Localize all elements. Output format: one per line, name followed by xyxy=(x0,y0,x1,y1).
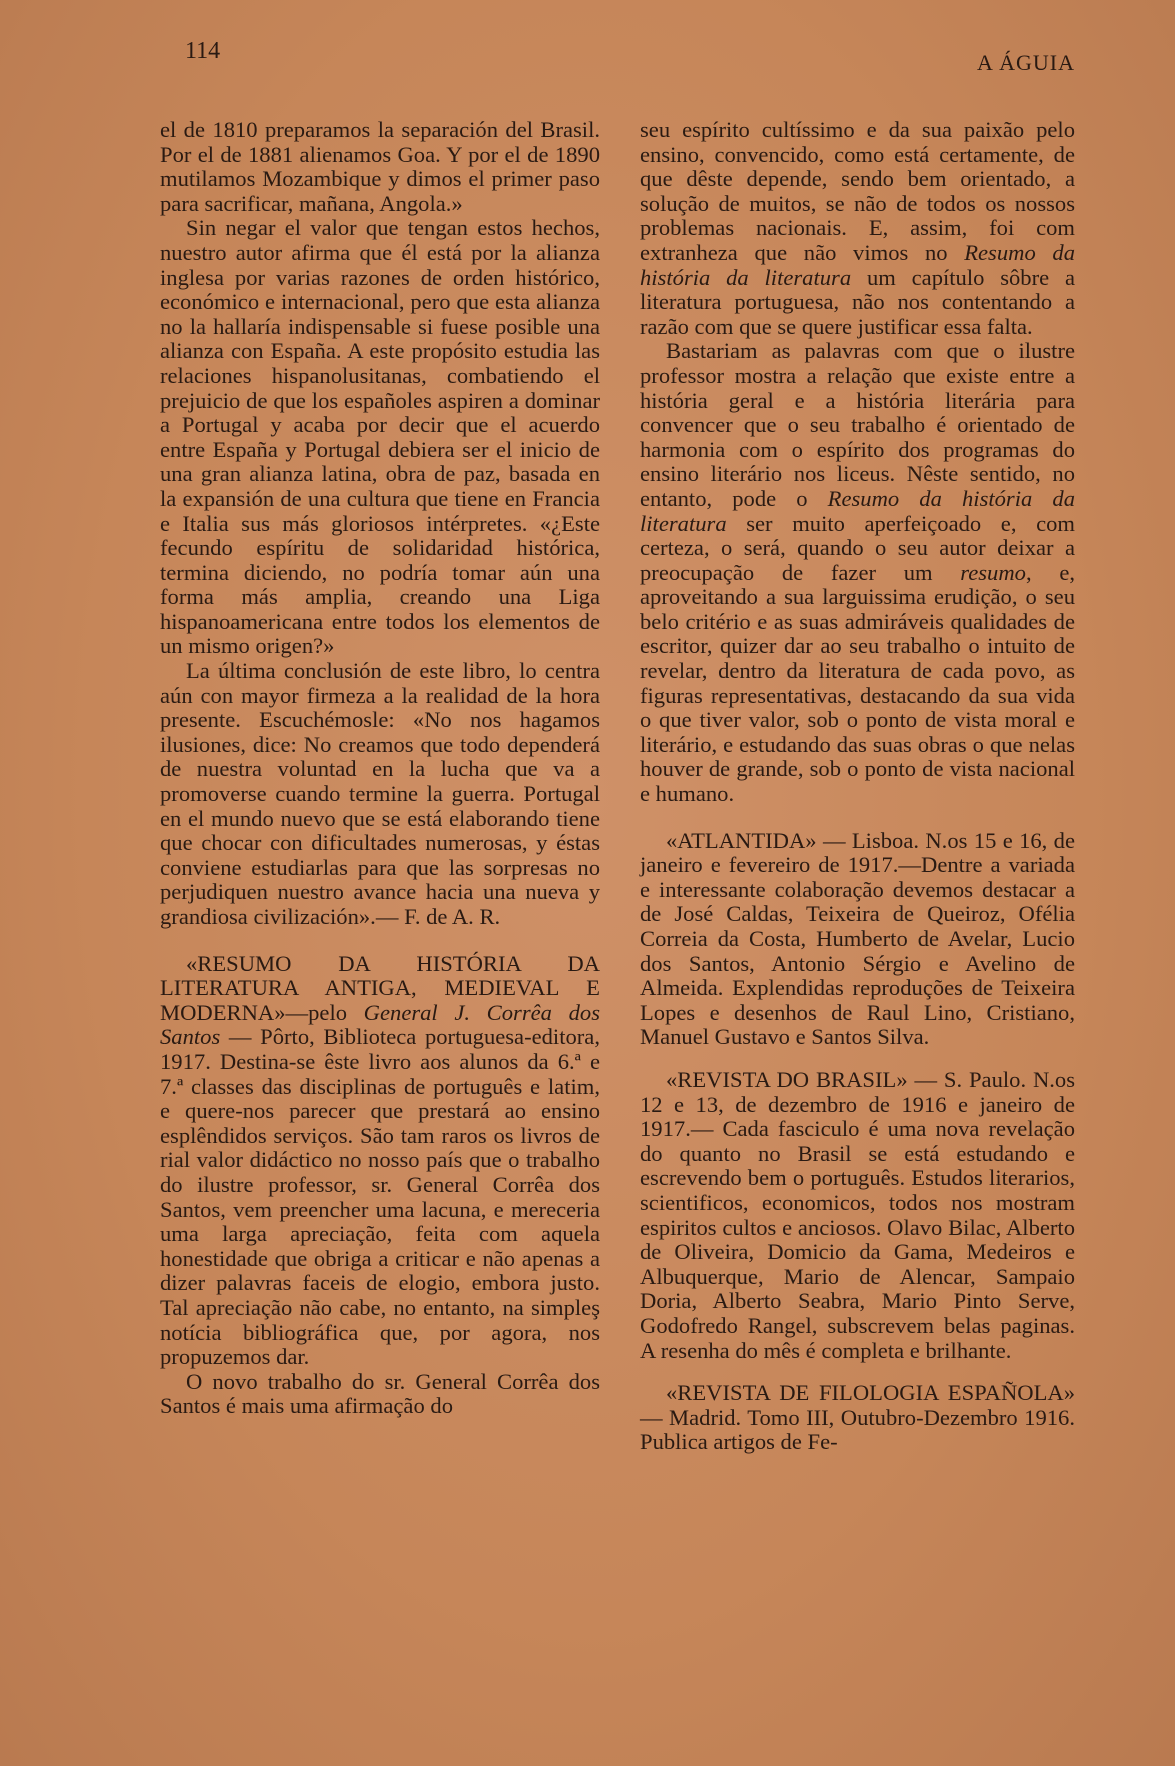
paragraph xyxy=(640,118,1075,339)
review-entry-atlantida: «ATLANTIDA» — Lisboa. N.os 15 e 16, de janeiro e fevereiro de 1917.—Dentre a variada e interessante colaboração devemos destacar a de José Caldas, Teixeira de Queiroz, Ofélia Correia da Costa, Humberto de Avelar, Lucio dos Santos, Antonio Sérgio e Avelino de Almeida. Explendidas reproduções de Teixeira Lopes e desenhos de Raul Lino, Cristiano, Manuel Gustavo e Santos Silva. xyxy=(640,827,1075,1050)
emphasis: resumo xyxy=(960,559,1026,585)
paragraph: O novo trabalho do sr. General Corrêa dos Santos é mais uma afirmação do xyxy=(160,1368,600,1419)
left-column xyxy=(160,118,600,1419)
paragraph: Sin negar el valor que tengan estos hechos, nuestro autor afirma que él está por la alianza inglesa por varias razones de orden histórico, económico e internacional, pero que esta alianza no la hallaría indispensable si fuese posible una alianza con España. A este propósito estudia las relaciones hispanolusitanas, combatiendo el prejuicio de que los españoles aspiren a dominar a Portugal y acaba por decir que el acuerdo entre España y Portugal debiera ser el inicio de una gran alianza latina, obra de paz, basada en la expansión de una cultura que tiene en Francia e Italia sus más gloriosos intérpretes. «¿Este fecundo espíritu de solidaridad histórica, termina diciendo, no podría tomar aún una forma más amplia, creando una Liga hispanoamericana entre todos los elementos de un mismo origen?» xyxy=(160,215,600,659)
paragraph: La última conclusión de este libro, lo centra aún con mayor firmeza a la realidad de la hora presente. Escuchémosle: «No nos hagamos ilusiones, dice: No creamos que todo dependerá de nuestra voluntad en la lucha que va a promoverse cuando termine la guerra. Portugal en el mundo nuevo que se está elaborando tiene que chocar con dificultades numerosas, y éstas conviene estudiarlas para que las sorpresas no perjudiquen nuestro avance hacia una nueva y grandiosa civilización».— F. de A. R. xyxy=(160,658,600,929)
review-entry-revista-do-brasil: «REVISTA DO BRASIL» — S. Paulo. N.os 12 e 13, de dezembro de 1916 e janeiro de 1917.— Cada fasciculo é uma nova revelação do quanto no Brasil se está estudando e escrevendo bem o português. Estudos literarios, scientificos, economicos, todos nos mostram espiritos cultos e anciosos. Olavo Bilac, Alberto de Oliveira, Domicio da Gama, Medeiros e Albuquerque, Mario de Alencar, Sampaio Doria, Alberto Seabra, Mario Pinto Serve, Godofredo Rangel, subscrevem belas paginas. A resenha do mês é completa e brilhante. xyxy=(640,1066,1075,1363)
text-run: seu espírito cultíssimo e da sua paixão pelo ensino, convencido, como está certamente, de que dêste depende, sendo bem orientado, a solução de muitos, se não de todos os nossos problemas nacionais. E, assim, foi com extranheza que não vimos no xyxy=(640,117,1075,265)
journal-title: A ÁGUIA xyxy=(976,50,1075,75)
entry-body: — Pôrto, Biblioteca portuguesa-editora, 1917. Destina-se êste livro aos alunos da 6.ª e 7.ª classes das disciplinas de português e latim, e quere-nos parecer que prestará ao ensino esplêndidos serviços. São tam raros os livros de rial valor didáctico no nosso país que o trabalho do ilustre professor, sr. General Corrêa dos Santos, vem preencher uma lacuna, e mereceria uma larga apreciação, feita com aquela honestidade que obriga a criticar e não apenas a dizer palavras faceis de elogio, embora justo. Tal apreciação não cabe, no entanto, na simpleş notícia bibliográfica que, por agora, nos propuzemos dar. xyxy=(160,1024,600,1370)
review-entry-revista-de-filologia: «REVISTA DE FILOLOGIA ESPAÑOLA» — Madrid. Tomo III, Outubro-Dezembro 1916. Publica artigos de Fe- xyxy=(640,1380,1075,1455)
book-title: Resumo da história da literatura xyxy=(640,485,1075,536)
text-run: ser muito aperfeiçoado e, com certeza, o será, quando o seu autor deixar a preocupação de fazer um xyxy=(640,510,1075,585)
running-head xyxy=(185,38,1075,78)
book-title: Resumo da história da literatura xyxy=(640,239,1075,290)
text-run: um capítulo sôbre a literatura portuguesa, não nos contentando a razão com que se quere justificar essa falta. xyxy=(640,264,1075,339)
page-number: 114 xyxy=(185,38,221,64)
paragraph: el de 1810 preparamos la separación del Brasil. Por el de 1881 alienamos Goa. Y por el de 1890 mutilamos Mozambique y dimos el primer paso para sacrificar, mañana, Angola.» xyxy=(160,117,600,216)
right-column xyxy=(640,118,1075,1455)
review-entry-resumo xyxy=(160,952,600,1370)
author-name: General J. Corrêa dos Santos xyxy=(160,999,600,1050)
text-run: , e, aproveitando a sua larguissima erudição, o seu belo critério e as suas admiráveis qualidades de escritor, quizer dar ao seu trabalho o intuito de revelar, dentro da literatura de cada povo, as figuras representativas, destacando da sua vida o que tiver valor, sob o ponto de vista moral e literário, e estudando das suas obras o que nelas houver de grande, sob o ponto de vista nacional e humano. xyxy=(640,559,1075,807)
text-run: Bastariam as palavras com que o ilustre professor mostra a relação que existe entre a história geral e a história literária para convencer que o seu trabalho é orientado de harmonia com o espírito dos programas do ensino literário nos liceus. Nêste sentido, no entanto, pode o xyxy=(640,338,1075,511)
entry-heading: «RESUMO DA HISTÓRIA DA LITERATURA ANTIGA, MEDIEVAL E MODERNA»—pelo xyxy=(160,950,600,1025)
paragraph xyxy=(640,339,1075,806)
